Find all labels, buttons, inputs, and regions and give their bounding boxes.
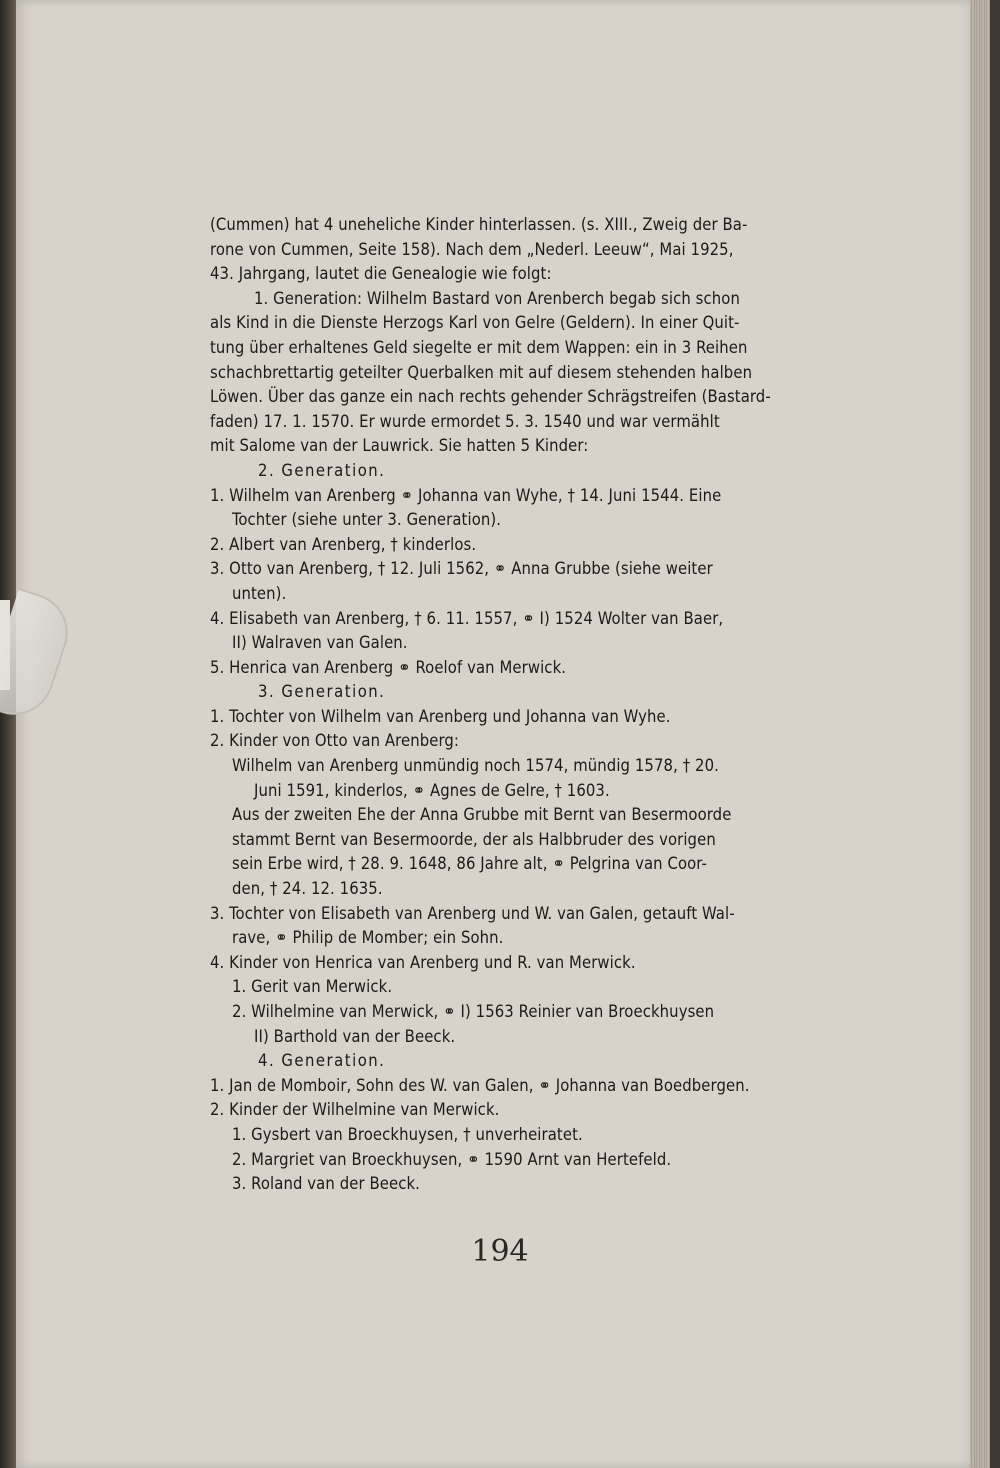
text-line: 2. Wilhelmine van Merwick, ⚭ I) 1563 Reinier van Broeckhuysen — [232, 1002, 715, 1021]
text-line: faden) 17. 1. 1570. Er wurde ermordet 5. 3. 1540 und war vermählt — [210, 411, 720, 431]
text-line: rone von Cummen, Seite 158). Nach dem „Nederl. Leeuw“, Mai 1925, — [210, 239, 734, 259]
text-line: 1. Generation: Wilhelm Bastard von Arenberch begab sich schon — [254, 288, 740, 308]
generation-heading: 3. Generation. — [258, 682, 386, 702]
text-line: 3. Tochter von Elisabeth van Arenberg und W. van Galen, getauft Wal- — [210, 903, 735, 923]
text-line: 2. Margriet van Broeckhuysen, ⚭ 1590 Arnt van Hertefeld. — [232, 1149, 672, 1169]
page-number: 194 — [471, 1234, 529, 1269]
text-line: 4. Elisabeth van Arenberg, † 6. 11. 1557, ⚭ I) 1524 Wolter van Baer, — [210, 608, 724, 628]
text-line: tung über erhaltenes Geld siegelte er mit dem Wappen: ein in 3 Reihen — [210, 337, 748, 357]
text-line: 43. Jahrgang, lautet die Genealogie wie folgt: — [210, 264, 552, 284]
text-line: Aus der zweiten Ehe der Anna Grubbe mit Bernt van Besermoorde — [232, 805, 732, 825]
generation-heading: 4. Generation. — [258, 1051, 386, 1071]
text-line: 2. Kinder der Wilhelmine van Merwick. — [210, 1100, 500, 1120]
text-line: 2. Albert van Arenberg, † kinderlos. — [210, 534, 477, 554]
generation-heading: 2. Generation. — [258, 460, 386, 480]
text-line: stammt Bernt van Besermoorde, der als Halbbruder des vorigen — [232, 829, 716, 849]
text-line: II) Walraven van Galen. — [232, 633, 408, 653]
text-line: rave, ⚭ Philip de Momber; ein Sohn. — [232, 928, 504, 948]
text-line: den, † 24. 12. 1635. — [232, 879, 383, 899]
text-line: schachbrettartig geteilter Querbalken mit auf diesem stehenden halben — [210, 362, 753, 382]
text-line: sein Erbe wird, † 28. 9. 1648, 86 Jahre alt, ⚭ Pelgrina van Coor- — [232, 854, 707, 874]
text-line: als Kind in die Dienste Herzogs Karl von Gelre (Geldern). In einer Quit- — [210, 313, 740, 333]
text-line: (Cummen) hat 4 uneheliche Kinder hinterlassen. (s. XIII., Zweig der Ba- — [210, 215, 748, 234]
text-line: Juni 1591, kinderlos, ⚭ Agnes de Gelre, † 1603. — [254, 780, 610, 800]
text-line: 1. Wilhelm van Arenberg ⚭ Johanna van Wyhe, † 14. Juni 1544. Eine — [210, 485, 722, 505]
text-line: 2. Kinder von Otto van Arenberg: — [210, 731, 460, 751]
text-line: 1. Jan de Momboir, Sohn des W. van Galen, ⚭ Johanna van Boedbergen. — [210, 1075, 750, 1095]
text-line: 4. Kinder von Henrica van Arenberg und R. van Merwick. — [210, 952, 636, 972]
text-line: II) Barthold van der Beeck. — [254, 1026, 456, 1046]
text-line: 5. Henrica van Arenberg ⚭ Roelof van Merwick. — [210, 657, 567, 677]
text-line: 1. Tochter von Wilhelm van Arenberg und Johanna van Wyhe. — [210, 706, 671, 726]
text-line: 3. Otto van Arenberg, † 12. Juli 1562, ⚭ Anna Grubbe (siehe weiter — [210, 559, 713, 579]
text-line: 1. Gysbert van Broeckhuysen, † unverheiratet. — [232, 1124, 583, 1144]
text-line: Tochter (siehe unter 3. Generation). — [232, 510, 502, 530]
text-line: Wilhelm van Arenberg unmündig noch 1574, mündig 1578, † 20. — [232, 756, 719, 776]
text-line: 1. Gerit van Merwick. — [232, 977, 393, 997]
text-line: mit Salome van der Lauwrick. Sie hatten 5 Kinder: — [210, 436, 589, 456]
text-line: Löwen. Über das ganze ein nach rechts gehender Schrägstreifen (Bastard- — [210, 387, 771, 407]
page-text — [210, 213, 810, 1197]
text-line: 3. Roland van der Beeck. — [232, 1174, 420, 1194]
text-line: unten). — [232, 583, 287, 603]
